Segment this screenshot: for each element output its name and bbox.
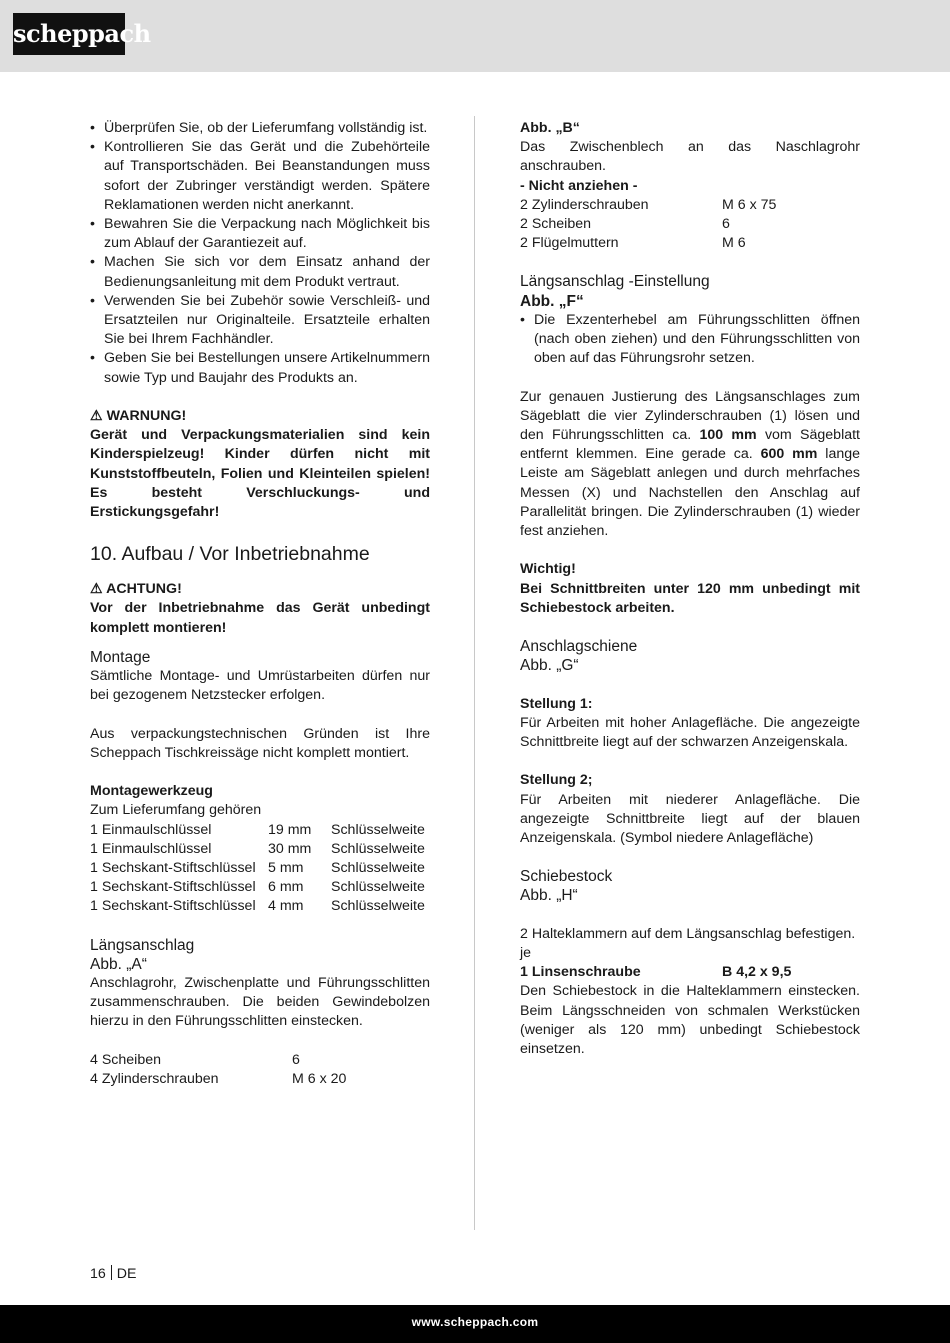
schiebestock-text: Den Schiebestock in die Halteklammern einstecken. Beim Längsschneiden von schmalen Werkstücken (weniger als 120 mm) unbedingt Schiebestock einsetzen. bbox=[520, 983, 860, 1058]
laengs-text: Anschlagrohr, Zwischenplatte und Führungsschlitten zusammenschrauben. Die beiden Gewindebolzen hierzu in den Führungsschlitten einstecken. bbox=[90, 975, 430, 1030]
laengs-heading: Längsanschlag bbox=[90, 936, 195, 954]
table-row: 2 Scheiben 6 bbox=[520, 216, 730, 233]
table-row: 1 Sechskant-Stiftschlüssel 5 mm Schlüsselweite bbox=[90, 860, 425, 877]
einstellung-list bbox=[520, 311, 860, 369]
page-number: 16 DE bbox=[90, 1266, 137, 1282]
wichtig-title: Wichtig! bbox=[520, 561, 576, 578]
wichtig-text: Bei Schnittbreiten unter 120 mm unbedingt mit Schiebestock arbeiten. bbox=[520, 580, 860, 616]
list-item: • Machen Sie sich vor dem Einsatz anhand der Bedienungsanleitung mit dem Produkt vertraut. bbox=[90, 253, 430, 291]
left-column bbox=[90, 119, 430, 1089]
stellung1-title: Stellung 1: bbox=[520, 695, 593, 712]
montage-heading: Montage bbox=[90, 648, 151, 666]
schiebestock-text: 2 Halteklammern auf dem Längsanschlag befestigen. je bbox=[520, 925, 856, 962]
caution-title: ⚠ ACHTUNG! bbox=[90, 581, 182, 598]
website-link[interactable]: www.scheppach.com bbox=[411, 1315, 539, 1329]
schiene-heading: Anschlagschiene bbox=[520, 638, 638, 656]
list-item: • Bewahren Sie die Verpackung nach Möglichkeit bis zum Ablauf der Garantiezeit auf. bbox=[90, 215, 430, 253]
montage-text: Aus verpackungstechnischen Gründen ist Ihre Scheppach Tischkreissäge nicht komplett montiert. bbox=[90, 725, 430, 761]
list-item: • Kontrollieren Sie das Gerät und die Zubehörteile auf Transportschäden. Bei Beanstandungen muss sofort der Zubringer verständigt werden. Spätere Reklamationen werden nicht anerkannt. bbox=[90, 138, 430, 215]
page-header bbox=[0, 0, 950, 72]
table-row: 1 Einmaulschlüssel 30 mm Schlüsselweite bbox=[90, 840, 425, 857]
table-row: 1 Einmaulschlüssel 19 mm Schlüsselweite bbox=[90, 821, 425, 838]
scheppach-logo: scheppach bbox=[13, 13, 125, 55]
schiene-figure-ref: Abb. „G“ bbox=[520, 657, 579, 675]
list-item: • Überprüfen Sie, ob der Lieferumfang vollständig ist. bbox=[90, 119, 430, 138]
abb-b-note: - Nicht anziehen - bbox=[520, 177, 638, 194]
tools-intro: Zum Lieferumfang gehören bbox=[90, 802, 262, 819]
stellung2-title: Stellung 2; bbox=[520, 772, 593, 789]
delivery-checklist bbox=[90, 119, 430, 388]
list-item: • Die Exzenterhebel am Führungsschlitten öffnen (nach oben ziehen) und den Führungsschlitten von oben auf das Führungsrohr setzen. bbox=[520, 311, 860, 369]
table-row: 2 Flügelmuttern M 6 bbox=[520, 235, 746, 252]
schiebestock-heading: Schiebestock bbox=[520, 868, 613, 886]
stellung1-text: Für Arbeiten mit hoher Anlagefläche. Die angezeigte Schnittbreite liegt auf der schwarzen Anzeigenskala. bbox=[520, 714, 860, 751]
column-divider bbox=[474, 116, 475, 1230]
section-title: 10. Aufbau / Vor Inbetriebnahme bbox=[90, 543, 370, 566]
schiebestock-figure-ref: Abb. „H“ bbox=[520, 887, 578, 905]
table-row: 1 Sechskant-Stiftschlüssel 6 mm Schlüsselweite bbox=[90, 879, 425, 896]
figure-ref-b: Abb. „B“ bbox=[520, 120, 580, 136]
table-row: 4 Zylinderschrauben M 6 x 20 bbox=[90, 1071, 347, 1088]
laengs-figure-ref: Abb. „A“ bbox=[90, 955, 147, 973]
right-column bbox=[520, 119, 860, 1059]
justage-text: Zur genauen Justierung des Längsanschlages zum Sägeblatt die vier Zylinderschrauben (1) lösen und den Führungsschlitten ca. 100 mm vom Sägeblatt entfernt klemmen. Eine gerade ca. 600 mm lange Leiste am Sägeblatt anlegen und durch mehrfaches Messen (X) und Nachstellen den Anschlag auf Parallelität bringen. Die Zylinderschrauben (1) wieder fest anziehen. bbox=[520, 388, 861, 540]
table-row: 4 Scheiben 6 bbox=[90, 1051, 300, 1068]
table-row: 1 Linsenschraube B 4,2 x 9,5 bbox=[520, 964, 792, 981]
table-row: 1 Sechskant-Stiftschlüssel 4 mm Schlüsselweite bbox=[90, 898, 425, 915]
warning-title: ⚠ WARNUNG! bbox=[90, 408, 187, 425]
warning-text: Gerät und Verpackungsmaterialien sind kein Kinderspielzeug! Kinder dürfen nicht mit Kunststoffbeuteln, Folien und Kleinteilen spielen! Es besteht Verschluckungs- und Erstickungsgefahr! bbox=[90, 427, 430, 521]
einstellung-heading: Längsanschlag -Einstellung bbox=[520, 273, 710, 291]
einstellung-figure-ref: Abb. „F“ bbox=[520, 292, 584, 310]
page-footer bbox=[0, 1305, 950, 1343]
list-item: • Geben Sie bei Bestellungen unsere Artikelnummern sowie Typ und Baujahr des Produkts an. bbox=[90, 349, 430, 387]
tools-table bbox=[90, 821, 430, 917]
table-row: 2 Zylinderschrauben M 6 x 75 bbox=[520, 196, 777, 213]
caution-text: Vor der Inbetriebnahme das Gerät unbedingt komplett montieren! bbox=[90, 600, 430, 636]
list-item: • Verwenden Sie bei Zubehör sowie Verschleiß- und Ersatzteilen nur Originalteile. Ersatzteile erhalten Sie bei Ihrem Fachhändler. bbox=[90, 292, 430, 350]
tools-heading: Montagewerkzeug bbox=[90, 783, 213, 800]
montage-text: Sämtliche Montage- und Umrüstarbeiten dürfen nur bei gezogenem Netzstecker erfolgen. bbox=[90, 668, 430, 704]
stellung2-text: Für Arbeiten mit niederer Anlagefläche. Die angezeigte Schnittbreite liegt auf der blauen Anzeigenskala. (Symbol niedere Anlagefläche) bbox=[520, 791, 860, 847]
abb-b-text: Das Zwischenblech an das Naschlagrohr anschrauben. bbox=[520, 139, 860, 175]
